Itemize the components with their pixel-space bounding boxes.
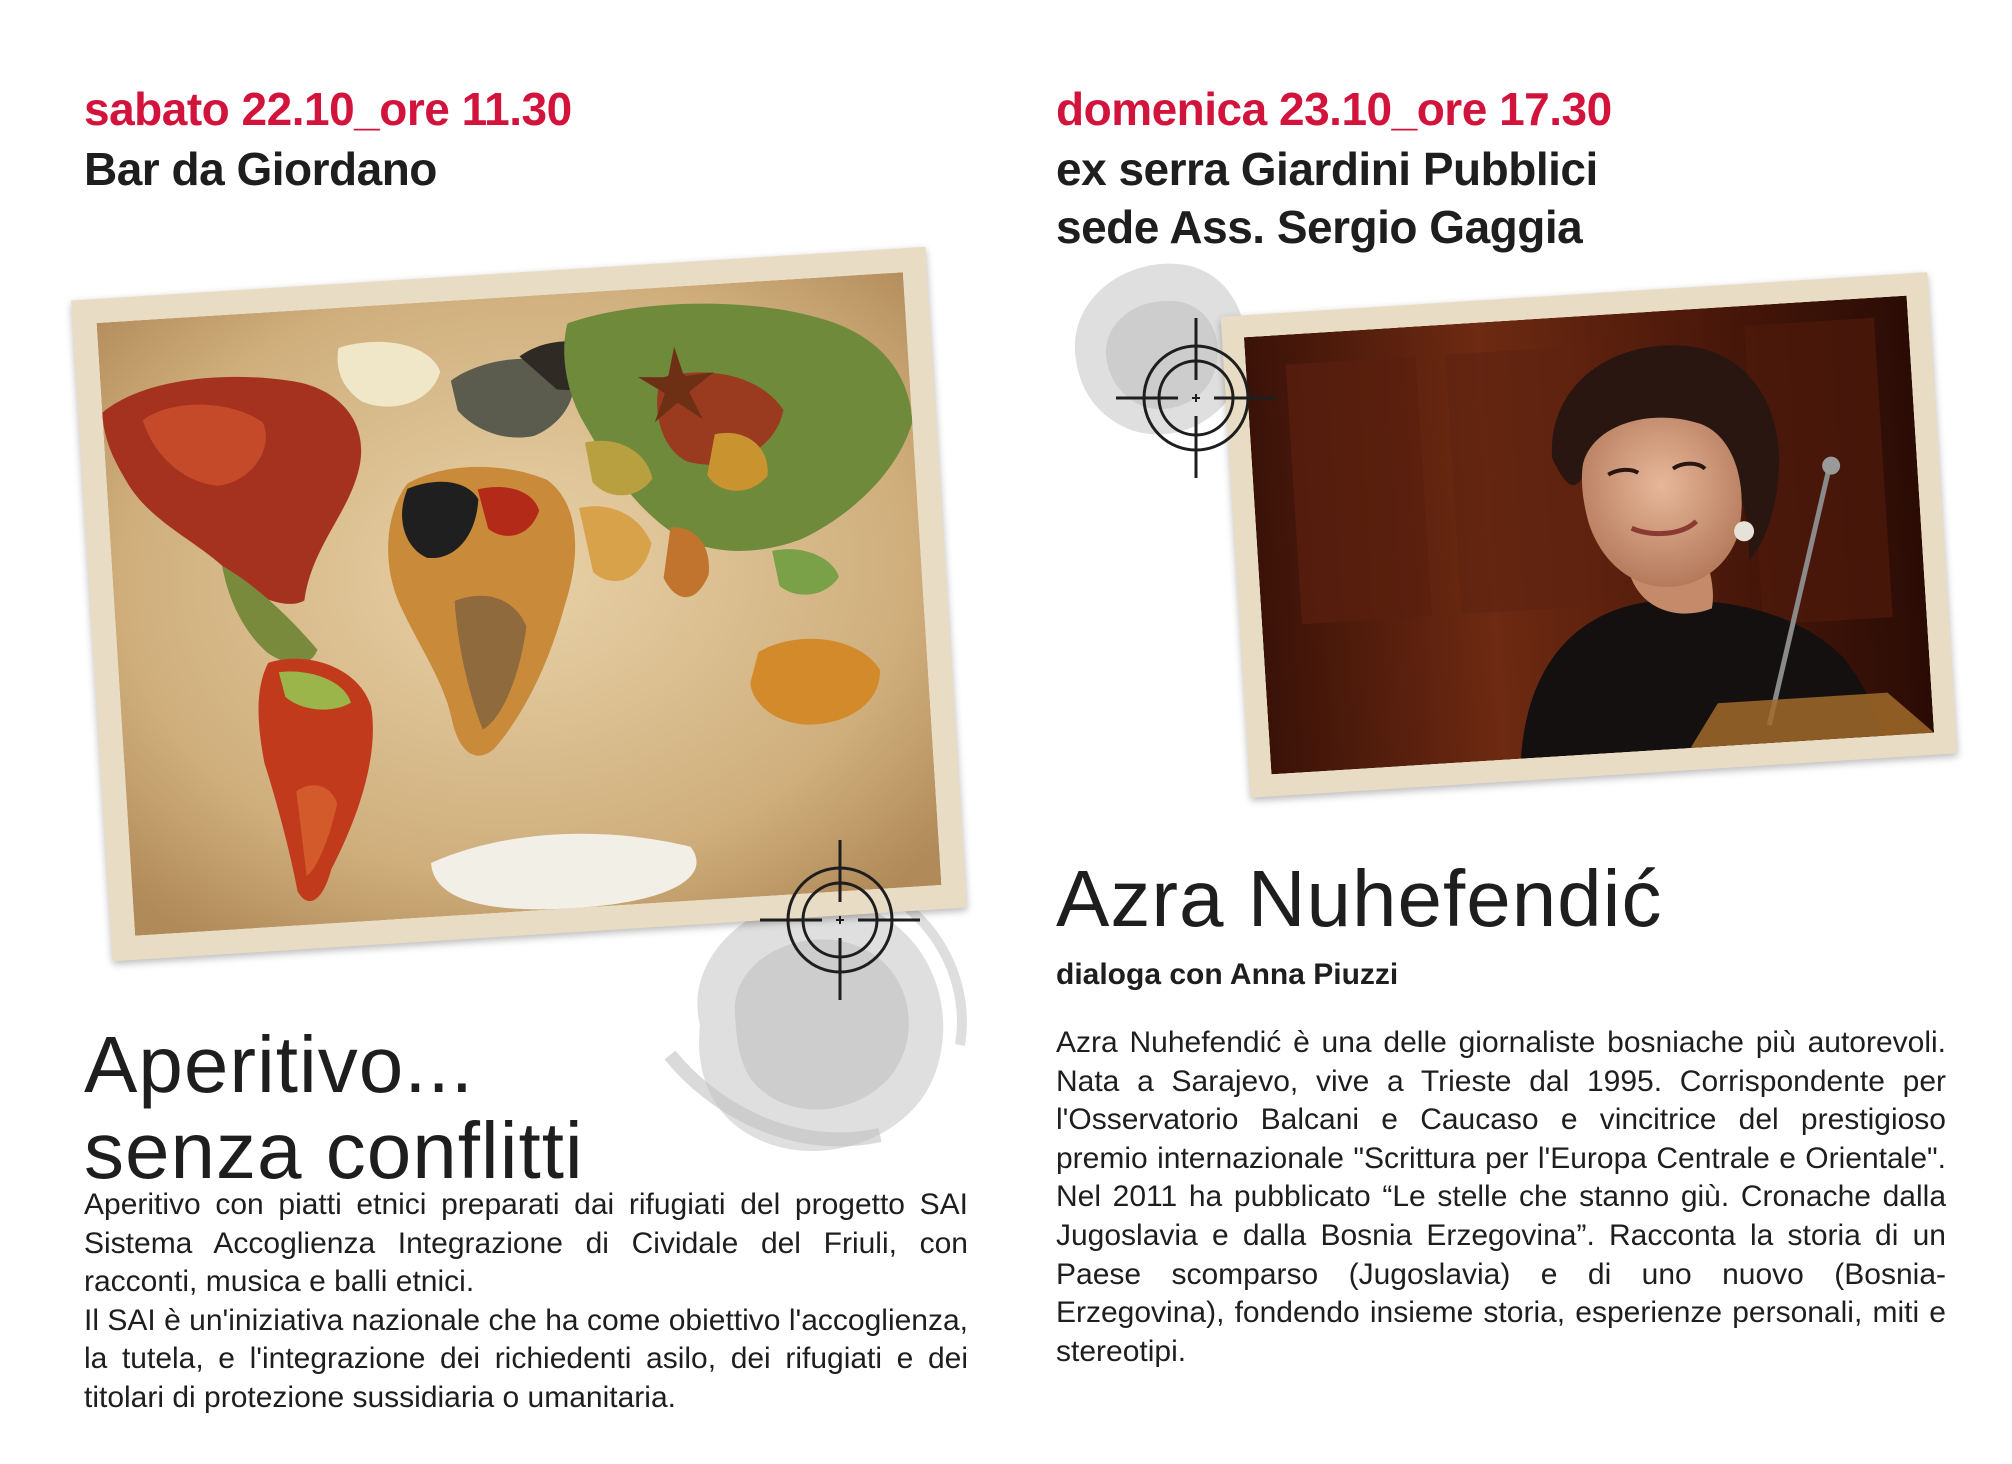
event-title-line2: senza conflitti bbox=[84, 1106, 584, 1195]
event-date: sabato 22.10_ore 11.30 bbox=[84, 83, 572, 135]
speaker-portrait-photo bbox=[1244, 296, 1934, 775]
speaker-subtitle: dialoga con Anna Piuzzi bbox=[1056, 958, 1399, 991]
event-title bbox=[84, 1022, 584, 1194]
crosshair-target-icon bbox=[760, 840, 920, 1000]
description-paragraph-2: Il SAI è un'iniziativa nazionale che ha come obiettivo l'accoglienza, la tutela, e l'integrazione dei richiedenti asilo, dei rifugiati e dei titolari di protezione sussidiaria o umanitaria. bbox=[84, 1303, 968, 1414]
crosshair-target-icon bbox=[1116, 318, 1276, 478]
description-paragraph-1: Aperitivo con piatti etnici preparati dai rifugiati del progetto SAI Sistema Accoglienza Integrazione di Cividale del Friuli, con racconti, musica e balli etnici. bbox=[84, 1188, 968, 1299]
event-venue-line2: sede Ass. Sergio Gaggia bbox=[1056, 201, 1583, 253]
speaker-bio bbox=[1056, 1024, 1946, 1371]
event-right bbox=[1006, 0, 2012, 1464]
event-venue-line1: ex serra Giardini Pubblici bbox=[1056, 143, 1598, 195]
photo-frame-portrait bbox=[1221, 272, 1958, 798]
speaker-name: Azra Nuhefendić bbox=[1056, 854, 1663, 943]
event-description bbox=[84, 1186, 968, 1418]
event-venue: Bar da Giordano bbox=[84, 143, 437, 195]
event-date: domenica 23.10_ore 17.30 bbox=[1056, 83, 1612, 135]
bio-paragraph: Azra Nuhefendić è una delle giornaliste bosniache più autorevoli. Nata a Sarajevo, vive a Trieste dal 1995. Corrispondente per l'Osservatorio Balcani e Caucaso e vincitrice del prestigioso premio internazionale "Scrittura per l'Europa Centrale e Orientale". Nel 2011 ha pubblicato “Le stelle che stanno giù. Cronache dalla Jugoslavia e dalla Bosnia Erzegovina”. Racconta la storia di un Paese scomparso (Jugoslavia) e di uno nuovo (Bosnia-Erzegovina), fondendo insieme storia, esperienze personali, miti e stereotipi. bbox=[1056, 1026, 1946, 1368]
world-map-spices-photo bbox=[97, 272, 942, 936]
event-title-line1: Aperitivo... bbox=[84, 1020, 474, 1109]
event-venue bbox=[1056, 140, 1598, 256]
